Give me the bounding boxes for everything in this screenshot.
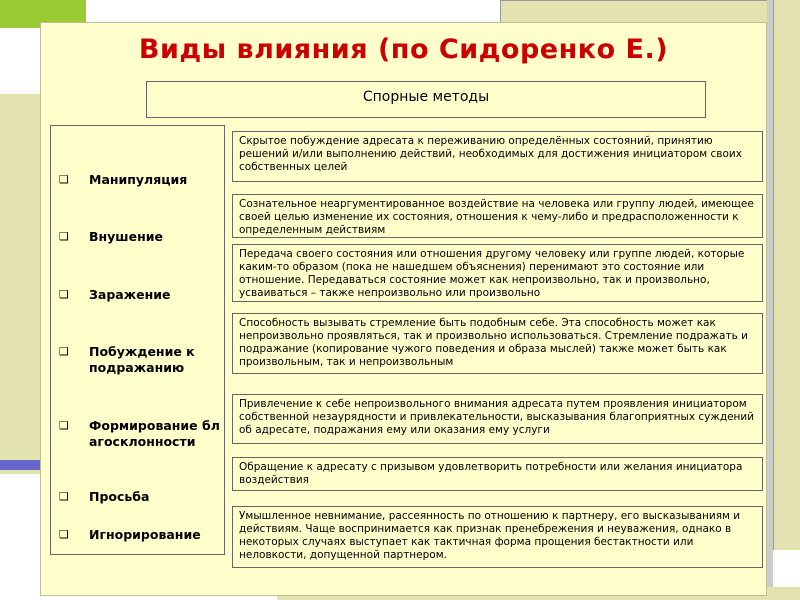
description-request: Обращение к адресату с призывом удовлетворить потребности или желания инициатора воздействия (232, 457, 763, 491)
method-label: Просьба (89, 489, 150, 504)
methods-list (50, 125, 225, 555)
checkbox-bullet-icon: ❑ (59, 490, 69, 503)
checkbox-bullet-icon: ❑ (59, 345, 69, 358)
checkbox-bullet-icon: ❑ (59, 528, 69, 541)
description-imitation: Способность вызывать стремление быть подобным себе. Эта способность может как непроизвольно проявляться, так и произвольно использоваться. Стремление подражать и подражание (копирование чужого поведения и образа мыслей) также может быть как произвольным, так и непроизвольным (232, 313, 763, 374)
method-label: Заражение (89, 287, 171, 302)
description-manipulation: Скрытое побуждение адресата к переживанию определённых состояний, принятию решений и/или выполнению действий, необходимых для достижения инициатором своих собственных целей (232, 131, 763, 182)
description-contagion: Передача своего состояния или отношения другому человеку или группе людей, которые каким-то образом (пока не нашедшем объяснения) перенимают это состояние или отношение. Передаваться состояние может как непроизвольно, так и произвольно, усваиваться – также непроизвольно или произвольно (232, 244, 763, 302)
checkbox-bullet-icon: ❑ (59, 173, 69, 186)
section-subtitle: Спорные методы (146, 81, 706, 118)
description-ignoring: Умышленное невнимание, рассеянность по отношению к партнеру, его высказываниям и действиям. Чаще воспринимается как признак пренебрежения и неуважения, однако в некоторых случаях выступает как тактичная форма прощения бестактности или неловкости, допущенной партнером. (232, 506, 763, 568)
description-suggestion: Сознательное неаргументированное воздействие на человека или группу людей, имеющее своей целью изменение их состояния, отношения к чему-либо и предрасположенности к определенным действиям (232, 194, 763, 238)
method-label: Побуждение к подражанию (89, 344, 195, 375)
deco-left-khaki-band (0, 94, 40, 474)
method-label: Внушение (89, 229, 163, 244)
description-favor: Привлечение к себе непроизвольного внимания адресата путем проявления инициатором собственной незаурядности и привлекательности, высказывания благоприятных суждений об адресате, подражания ему или оказания ему услуги (232, 394, 763, 444)
checkbox-bullet-icon: ❑ (59, 230, 69, 243)
checkbox-bullet-icon: ❑ (59, 419, 69, 432)
method-label: Формирование благосклонности (89, 418, 220, 449)
checkbox-bullet-icon: ❑ (59, 288, 69, 301)
method-label: Игнорирование (89, 527, 201, 542)
slide-title: Виды влияния (по Сидоренко Е.) (138, 34, 669, 65)
deco-blue-bar (0, 460, 40, 470)
deco-right-khaki-block (773, 0, 800, 550)
method-label: Манипуляция (89, 172, 188, 187)
